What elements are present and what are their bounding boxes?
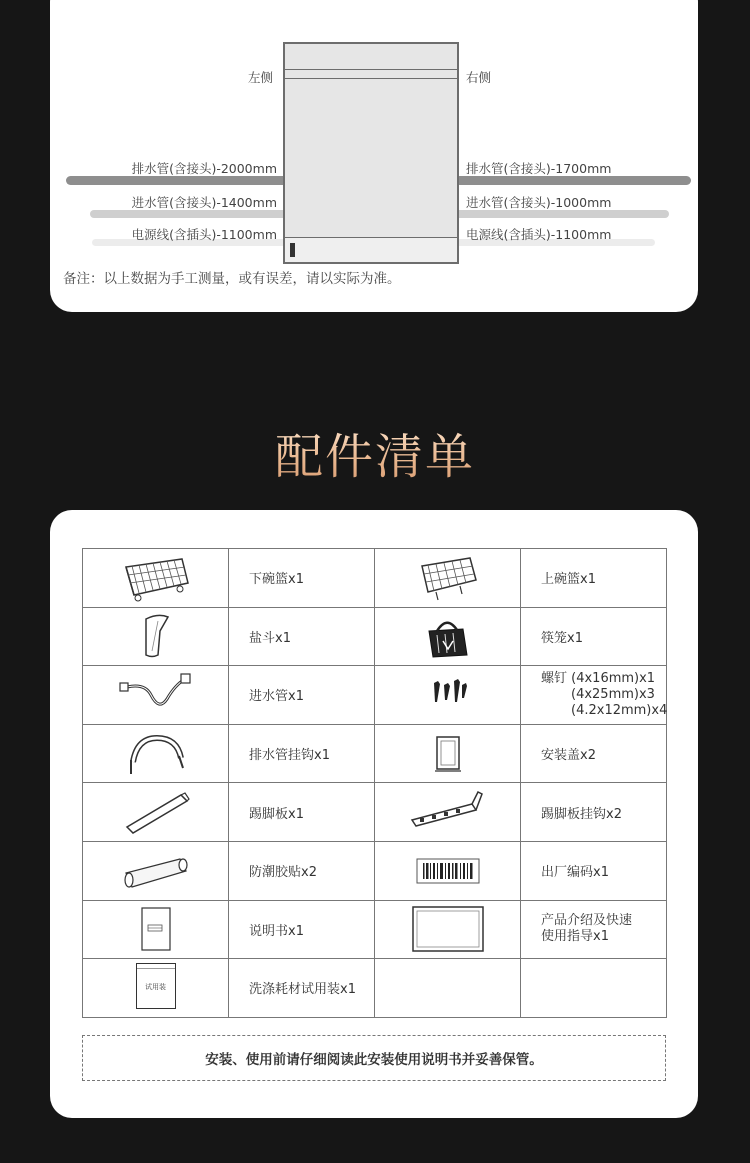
right-drain-pipe [455, 176, 691, 185]
drain-hook-icon [123, 730, 189, 778]
kick-hook-icon [406, 790, 490, 834]
product-intro-line-1: 产品介绍及快速 [541, 913, 633, 929]
cutlery-basket-icon [423, 611, 473, 661]
section-title: 配件清单 [0, 418, 750, 487]
salt-funnel-image-cell [83, 607, 229, 666]
empty-cell [521, 959, 667, 1018]
salt-funnel-icon [136, 611, 176, 661]
kick-hook-image-cell [375, 783, 521, 842]
upper-basket-label: 上碗篮x1 [521, 549, 667, 608]
accessories-table [82, 548, 667, 1018]
inlet-hose-label: 进水管x1 [229, 666, 375, 725]
lower-basket-icon [120, 553, 192, 603]
salt-funnel-label: 盐斗x1 [229, 607, 375, 666]
trial-pack-text: 试用装 [145, 982, 166, 991]
moisture-tape-label: 防潮胶贴x2 [229, 841, 375, 900]
right-side-label: 右侧 [466, 70, 492, 85]
manual-label: 说明书x1 [229, 900, 375, 959]
left-power-label: 电源线(含插头)-1100mm [131, 227, 277, 242]
lower-basket-label: 下碗篮x1 [229, 549, 375, 608]
product-intro-line-2: 使用指导x1 [541, 929, 609, 945]
drain-hook-label: 排水管挂钩x1 [229, 724, 375, 783]
lower-basket-image-cell [83, 549, 229, 608]
empty-cell [375, 959, 521, 1018]
kick-plate-icon [121, 787, 191, 837]
right-drain-label: 排水管(含接头)-1700mm [466, 161, 612, 176]
table-row [83, 666, 667, 725]
dimensions-card [50, 0, 698, 312]
upper-basket-image-cell [375, 549, 521, 608]
serial-code-image-cell [375, 841, 521, 900]
table-row [83, 607, 667, 666]
barcode-icon [416, 858, 480, 884]
screws-line-3: (4.2x12mm)x4 [571, 702, 668, 718]
screws-line-1: 螺钉 (4x16mm)x1 [541, 670, 656, 686]
left-inlet-pipe [90, 210, 288, 218]
table-row [83, 959, 667, 1018]
right-inlet-label: 进水管(含接头)-1000mm [466, 195, 612, 210]
table-row [83, 549, 667, 608]
safekeeping-note: 安装、使用前请仔细阅读此安装使用说明书并妥善保管。 [82, 1035, 666, 1081]
cutlery-basket-label: 筷笼x1 [521, 607, 667, 666]
trial-pack-image-cell [83, 959, 229, 1018]
dishwasher-outline [283, 42, 459, 264]
serial-code-label: 出厂编码x1 [521, 841, 667, 900]
kick-plate-label: 踢脚板x1 [229, 783, 375, 842]
control-knob [290, 243, 295, 257]
mount-cover-image-cell [375, 724, 521, 783]
manual-image-cell [83, 900, 229, 959]
moisture-tape-icon [118, 849, 194, 893]
drain-hook-image-cell [83, 724, 229, 783]
trial-pack-icon [136, 963, 176, 1009]
product-intro-image-cell [375, 900, 521, 959]
left-drain-pipe [66, 176, 288, 185]
table-row [83, 900, 667, 959]
screws-label [521, 666, 667, 725]
kick-plate-image-cell [83, 783, 229, 842]
left-drain-label: 排水管(含接头)-2000mm [131, 161, 277, 176]
mount-cover-icon [431, 733, 465, 775]
upper-basket-icon [416, 554, 480, 602]
screws-image-cell [375, 666, 521, 725]
table-row [83, 783, 667, 842]
product-intro-label [521, 900, 667, 959]
inlet-hose-icon [117, 669, 195, 721]
left-side-label: 左侧 [248, 70, 274, 85]
table-row [83, 841, 667, 900]
moisture-tape-image-cell [83, 841, 229, 900]
kick-hook-label: 踢脚板挂钩x2 [521, 783, 667, 842]
right-inlet-pipe [455, 210, 669, 218]
screws-line-2: (4x25mm)x3 [571, 686, 655, 702]
table-row [83, 724, 667, 783]
screws-icon [428, 677, 468, 713]
accessories-card [50, 510, 698, 1118]
cutlery-basket-image-cell [375, 607, 521, 666]
left-inlet-label: 进水管(含接头)-1400mm [131, 195, 277, 210]
measurement-remark: 备注：以上数据为手工测量，或有误差，请以实际为准。 [63, 271, 401, 287]
trial-pack-label: 洗涤耗材试用装x1 [229, 959, 375, 1018]
manual-icon [138, 905, 174, 953]
right-power-label: 电源线(含插头)-1100mm [466, 227, 612, 242]
inlet-hose-image-cell [83, 666, 229, 725]
product-intro-icon [411, 905, 485, 953]
mount-cover-label: 安装盖x2 [521, 724, 667, 783]
